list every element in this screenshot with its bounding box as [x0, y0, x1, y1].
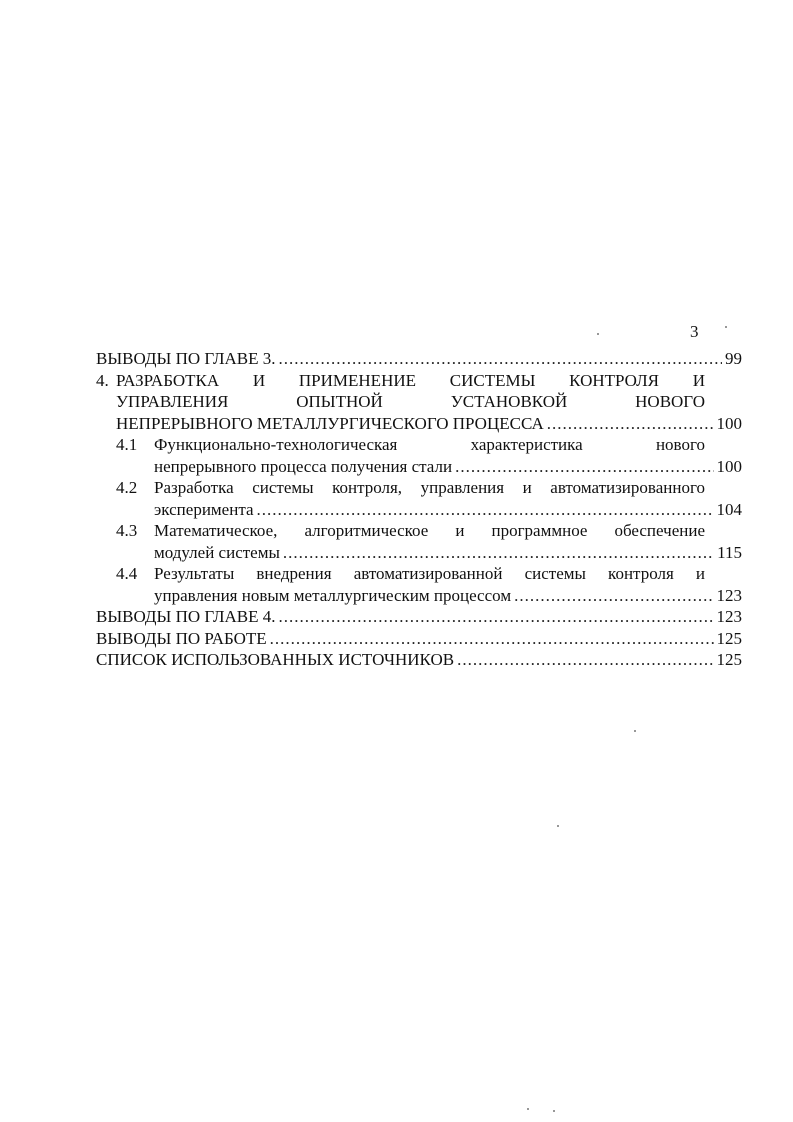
toc-leader-dots: [547, 413, 714, 435]
scan-speck: [634, 730, 636, 732]
toc-page-number: 100: [716, 456, 742, 476]
toc-entry-line: РАЗРАБОТКА И ПРИМЕНЕНИЕ СИСТЕМЫ КОНТРОЛЯ И: [116, 370, 705, 390]
toc-leader-dots: [270, 628, 714, 650]
scan-speck: [597, 333, 599, 335]
toc-entry-conclusions-ch3[interactable]: [96, 348, 742, 370]
toc-entry-number: 4.1: [116, 435, 138, 454]
toc-entry-number: 4.4: [116, 564, 138, 583]
toc-entry-line: Математическое, алгоритмическое и программное обеспечение: [154, 521, 705, 540]
toc-entry-title: непрерывного процесса получения стали: [154, 456, 453, 476]
table-of-contents: [96, 348, 742, 671]
toc-entry-title: ВЫВОДЫ ПО РАБОТЕ: [96, 628, 267, 648]
toc-entry-line: Результаты внедрения автоматизированной системы контроля и: [154, 564, 705, 583]
toc-page-number: 125: [716, 628, 742, 648]
toc-entry-title: ВЫВОДЫ ПО ГЛАВЕ 3.: [96, 349, 276, 368]
toc-entry-number: 4.: [96, 370, 109, 390]
toc-entry-title: эксперимента: [154, 499, 254, 519]
toc-entry-4-2[interactable]: [96, 477, 742, 520]
scan-speck: [725, 326, 727, 328]
toc-leader-dots: [457, 649, 713, 671]
toc-entry-title: НЕПРЕРЫВНОГО МЕТАЛЛУРГИЧЕСКОГО ПРОЦЕССА: [116, 413, 544, 433]
scan-speck: [553, 1110, 555, 1112]
toc-leader-dots: [283, 542, 714, 564]
toc-page-number: 99: [725, 349, 742, 368]
toc-page-number: 104: [716, 499, 742, 519]
toc-entry-conclusions-ch4[interactable]: [96, 606, 742, 628]
toc-entry-line: Функционально-технологическая характеристика нового: [154, 435, 705, 454]
toc-leader-dots: [257, 499, 714, 521]
toc-page-number: 123: [716, 607, 742, 626]
toc-entry-line: УПРАВЛЕНИЯ ОПЫТНОЙ УСТАНОВКОЙ НОВОГО: [116, 392, 705, 411]
toc-leader-dots: [514, 585, 713, 607]
toc-entry-4-3[interactable]: [96, 520, 742, 563]
toc-entry-4-1[interactable]: [96, 434, 742, 477]
toc-leader-dots: [279, 348, 723, 370]
toc-entry-title: ВЫВОДЫ ПО ГЛАВЕ 4.: [96, 607, 276, 626]
scan-speck: [527, 1108, 529, 1110]
toc-leader-dots: [279, 606, 714, 628]
toc-page-number: 125: [716, 650, 742, 669]
page-number: 3: [690, 322, 699, 341]
toc-entry-number: 4.3: [116, 521, 138, 540]
toc-entry-title: СПИСОК ИСПОЛЬЗОВАННЫХ ИСТОЧНИКОВ: [96, 650, 455, 669]
toc-entry-4-4[interactable]: [96, 563, 742, 606]
toc-entry-chapter-4[interactable]: [96, 370, 742, 435]
toc-entry-references[interactable]: [96, 649, 742, 671]
toc-entry-title: модулей системы: [154, 542, 280, 562]
toc-entry-conclusions-work[interactable]: [96, 628, 742, 650]
toc-entry-title: управления новым металлургическим процессом: [154, 585, 512, 605]
scan-speck: [557, 825, 559, 827]
toc-page-number: 100: [716, 413, 742, 433]
toc-page-number: 115: [717, 542, 742, 562]
toc-entry-line: Разработка системы контроля, управления и автоматизированного: [154, 478, 705, 497]
toc-entry-number: 4.2: [116, 478, 138, 497]
toc-leader-dots: [455, 456, 713, 478]
toc-page-number: 123: [716, 585, 742, 605]
